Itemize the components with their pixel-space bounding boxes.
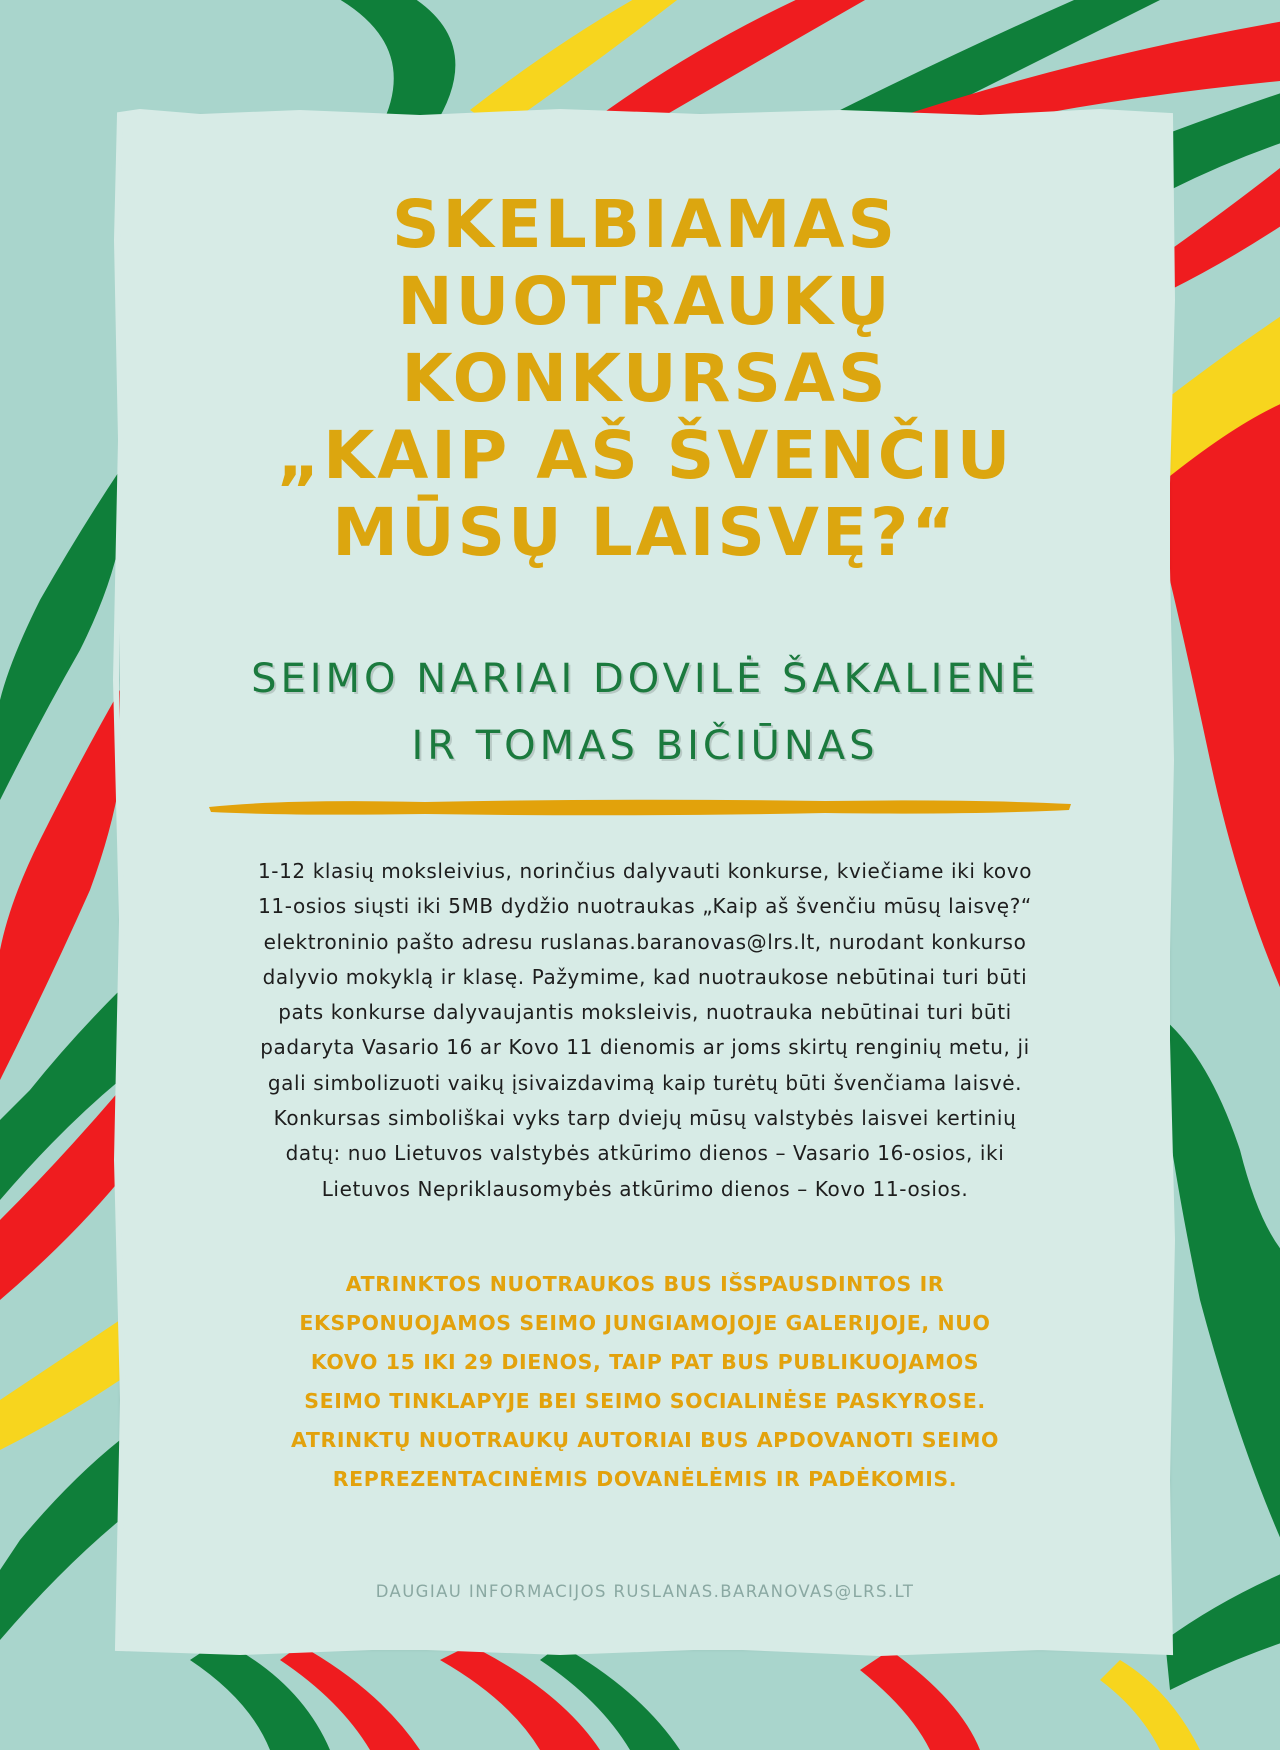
body-line: dalyvio mokyklą ir klasę. Pažymime, kad nuotraukose nebūtinai turi būti bbox=[262, 964, 1028, 989]
contest-title bbox=[120, 186, 1170, 571]
highlight-line: ATRINKTŲ NUOTRAUKŲ AUTORIAI BUS APDOVANOTI SEIMO bbox=[290, 1428, 999, 1452]
contact-footer: DAUGIAU INFORMACIJOS RUSLANAS.BARANOVAS@LRS.LT bbox=[375, 1582, 915, 1601]
title-line-2: NUOTRAUKŲ bbox=[397, 263, 893, 340]
green-stroke-right-bottom bbox=[1165, 1570, 1280, 1690]
body-line: Lietuvos Nepriklausomybės atkūrimo dienos – Kovo 11-osios. bbox=[321, 1176, 969, 1201]
title-line-3: KONKURSAS bbox=[401, 340, 889, 417]
subtitle-line-2: IR TOMAS BIČIŪNAS bbox=[411, 723, 879, 769]
body-line: Konkursas simboliškai vyks tarp dviejų mūsų valstybės laisvei kertinių bbox=[273, 1106, 1017, 1131]
green-stroke-right-lower bbox=[1165, 1020, 1280, 1560]
highlight-line: ATRINKTOS NUOTRAUKOS BUS IŠSPAUSDINTOS IR bbox=[345, 1272, 945, 1296]
gold-brush-underline bbox=[205, 795, 1075, 819]
highlight-line: SEIMO TINKLAPYJE BEI SEIMO SOCIALINĖSE PASKYROSE. bbox=[304, 1389, 986, 1413]
red-stroke-bottom-3 bbox=[860, 1650, 980, 1750]
body-line: gali simbolizuoti vaikų įsivaizdavimą kaip turėtų būti švenčiama laisvė. bbox=[267, 1070, 1023, 1095]
organizers-subtitle bbox=[120, 646, 1170, 780]
subtitle-line-1: SEIMO NARIAI DOVILĖ ŠAKALIENĖ bbox=[251, 656, 1039, 702]
title-line-1: SKELBIAMAS bbox=[391, 186, 899, 263]
body-line: elektroninio pašto adresu ruslanas.baranovas@lrs.lt, nurodant konkurso bbox=[263, 929, 1027, 954]
title-line-5: MŪSŲ LAISVĘ?“ bbox=[332, 494, 958, 571]
yellow-stroke-left bbox=[0, 1320, 120, 1450]
highlight-line: REPREZENTACINĖMIS DOVANĖLĖMIS IR PADĖKOMIS. bbox=[332, 1467, 958, 1491]
exhibition-announcement bbox=[190, 1265, 1100, 1499]
title-line-4: „KAIP AŠ ŠVENČIU bbox=[276, 417, 1014, 494]
green-stroke-left-3 bbox=[0, 1440, 120, 1640]
body-line: padaryta Vasario 16 ar Kovo 11 dienomis ar joms skirtų renginių metu, ji bbox=[260, 1035, 1030, 1060]
body-line: 1-12 klasių moksleivius, norinčius dalyvauti konkurse, kviečiame iki kovo bbox=[257, 859, 1033, 883]
red-stroke-right-2 bbox=[1165, 400, 1280, 1010]
body-line: 11-osios siųsti iki 5MB dydžio nuotraukas „Kaip aš švenčiu mūsų laisvę?“ bbox=[258, 894, 1032, 919]
body-line: datų: nuo Lietuvos valstybės atkūrimo dienos – Vasario 16-osios, iki bbox=[285, 1141, 1005, 1166]
contest-description bbox=[195, 854, 1095, 1207]
highlight-line: EKSPONUOJAMOS SEIMO JUNGIAMOJOJE GALERIJOJE, NUO bbox=[299, 1311, 991, 1335]
highlight-line: KOVO 15 IKI 29 DIENOS, TAIP PAT BUS PUBLIKUOJAMOS bbox=[310, 1350, 980, 1374]
body-line: pats konkurse dalyvaujantis moksleivis, nuotrauka nebūtinai turi būti bbox=[278, 1000, 1012, 1025]
